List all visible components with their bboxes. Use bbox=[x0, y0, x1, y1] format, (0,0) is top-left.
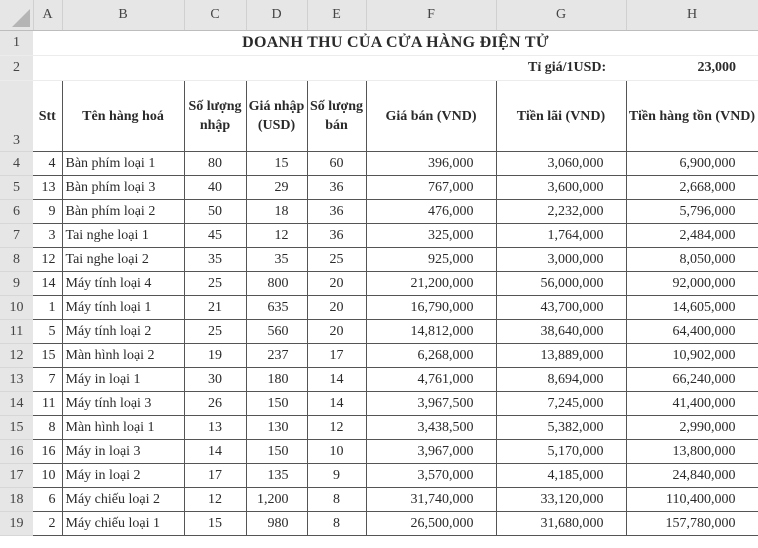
column-header-g[interactable]: G bbox=[496, 0, 626, 31]
column-header-f[interactable]: F bbox=[366, 0, 496, 31]
row-header[interactable]: 8 bbox=[0, 248, 33, 272]
cell-qty-sold[interactable]: 9 bbox=[307, 464, 366, 488]
table-row bbox=[0, 320, 758, 344]
cell-qty-sold[interactable]: 36 bbox=[307, 200, 366, 224]
cell-profit[interactable]: 56,000,000 bbox=[496, 272, 626, 296]
table-row bbox=[0, 344, 758, 368]
header-stock-value[interactable]: Tiền hàng tồn (VND) bbox=[626, 81, 758, 152]
table-row bbox=[0, 512, 758, 536]
cell-profit[interactable]: 3,000,000 bbox=[496, 248, 626, 272]
cell-price-in[interactable]: 130 bbox=[246, 416, 307, 440]
cell-sell-price[interactable]: 4,761,000 bbox=[366, 368, 496, 392]
header-stt[interactable]: Stt bbox=[33, 81, 62, 152]
cell-qty-in[interactable]: 35 bbox=[184, 248, 246, 272]
cell-qty-in[interactable]: 17 bbox=[184, 464, 246, 488]
cell-sell-price[interactable]: 21,200,000 bbox=[366, 272, 496, 296]
table-row bbox=[0, 416, 758, 440]
cell-product-name[interactable]: Máy tính loại 1 bbox=[62, 296, 184, 320]
table-row bbox=[0, 200, 758, 224]
row-header[interactable]: 7 bbox=[0, 224, 33, 248]
header-qty-in[interactable]: Số lượng nhập bbox=[184, 81, 246, 152]
cell-qty-sold[interactable]: 20 bbox=[307, 272, 366, 296]
cell-product-name[interactable]: Máy in loại 2 bbox=[62, 464, 184, 488]
cell-price-in[interactable]: 150 bbox=[246, 392, 307, 416]
cell-qty-sold[interactable]: 12 bbox=[307, 416, 366, 440]
cell-product-name[interactable]: Máy in loại 1 bbox=[62, 368, 184, 392]
cell-price-in[interactable]: 15 bbox=[246, 152, 307, 176]
cell-stock-value[interactable]: 66,240,000 bbox=[626, 368, 758, 392]
cell-product-name[interactable]: Máy in loại 3 bbox=[62, 440, 184, 464]
cell-sell-price[interactable]: 3,967,500 bbox=[366, 392, 496, 416]
cell-product-name[interactable]: Máy tính loại 4 bbox=[62, 272, 184, 296]
row-header[interactable]: 10 bbox=[0, 296, 33, 320]
cell-profit[interactable]: 3,060,000 bbox=[496, 152, 626, 176]
cell-sell-price[interactable]: 16,790,000 bbox=[366, 296, 496, 320]
cell-qty-sold[interactable]: 60 bbox=[307, 152, 366, 176]
cell-stt[interactable]: 11 bbox=[33, 392, 62, 416]
cell-price-in[interactable]: 1,200 bbox=[246, 488, 307, 512]
cell-stt[interactable]: 2 bbox=[33, 512, 62, 536]
header-qty-sold[interactable]: Số lượng bán bbox=[307, 81, 366, 152]
cell-price-in[interactable]: 29 bbox=[246, 176, 307, 200]
cell-product-name[interactable]: Bàn phím loại 2 bbox=[62, 200, 184, 224]
table-row bbox=[0, 440, 758, 464]
cell-sell-price[interactable]: 325,000 bbox=[366, 224, 496, 248]
cell-product-name[interactable]: Màn hình loại 2 bbox=[62, 344, 184, 368]
cell-qty-in[interactable]: 21 bbox=[184, 296, 246, 320]
cell-stock-value[interactable]: 8,050,000 bbox=[626, 248, 758, 272]
cell-profit[interactable]: 31,680,000 bbox=[496, 512, 626, 536]
cell-qty-sold[interactable]: 25 bbox=[307, 248, 366, 272]
cell-stock-value[interactable]: 5,796,000 bbox=[626, 200, 758, 224]
cell-stt[interactable]: 6 bbox=[33, 488, 62, 512]
row-3-table-header bbox=[0, 81, 758, 152]
cell-sell-price[interactable]: 925,000 bbox=[366, 248, 496, 272]
cell-stock-value[interactable]: 13,800,000 bbox=[626, 440, 758, 464]
cell-profit[interactable]: 43,700,000 bbox=[496, 296, 626, 320]
cell-profit[interactable]: 3,600,000 bbox=[496, 176, 626, 200]
row-header[interactable]: 3 bbox=[0, 81, 33, 152]
cell-stt[interactable]: 9 bbox=[33, 200, 62, 224]
table-row bbox=[0, 296, 758, 320]
cell-profit[interactable]: 2,232,000 bbox=[496, 200, 626, 224]
cell-stt[interactable]: 16 bbox=[33, 440, 62, 464]
cell-qty-sold[interactable]: 14 bbox=[307, 368, 366, 392]
cell-profit[interactable]: 1,764,000 bbox=[496, 224, 626, 248]
table-row bbox=[0, 392, 758, 416]
row-header[interactable]: 1 bbox=[0, 31, 33, 56]
cell-profit[interactable]: 38,640,000 bbox=[496, 320, 626, 344]
row-header[interactable]: 17 bbox=[0, 464, 33, 488]
cell-stock-value[interactable]: 10,902,000 bbox=[626, 344, 758, 368]
cell-qty-in[interactable]: 40 bbox=[184, 176, 246, 200]
cell-price-in[interactable]: 135 bbox=[246, 464, 307, 488]
cell-qty-sold[interactable]: 10 bbox=[307, 440, 366, 464]
row-header[interactable]: 12 bbox=[0, 344, 33, 368]
cell-qty-in[interactable]: 26 bbox=[184, 392, 246, 416]
cell-profit[interactable]: 13,889,000 bbox=[496, 344, 626, 368]
cell-sell-price[interactable]: 767,000 bbox=[366, 176, 496, 200]
cell-product-name[interactable]: Màn hình loại 1 bbox=[62, 416, 184, 440]
table-row bbox=[0, 152, 758, 176]
cell-stt[interactable]: 1 bbox=[33, 296, 62, 320]
cell-sell-price[interactable]: 3,438,500 bbox=[366, 416, 496, 440]
row-header[interactable]: 11 bbox=[0, 320, 33, 344]
cell-stt[interactable]: 13 bbox=[33, 176, 62, 200]
empty-cell[interactable] bbox=[33, 56, 496, 81]
cell-profit[interactable]: 8,694,000 bbox=[496, 368, 626, 392]
cell-qty-sold[interactable]: 17 bbox=[307, 344, 366, 368]
cell-sell-price[interactable]: 3,570,000 bbox=[366, 464, 496, 488]
row-header[interactable]: 2 bbox=[0, 56, 33, 81]
cell-stock-value[interactable]: 2,484,000 bbox=[626, 224, 758, 248]
cell-stock-value[interactable]: 41,400,000 bbox=[626, 392, 758, 416]
exchange-rate-value-cell[interactable]: 23,000 bbox=[626, 56, 758, 81]
cell-profit[interactable]: 4,185,000 bbox=[496, 464, 626, 488]
table-row bbox=[0, 248, 758, 272]
cell-stt[interactable]: 7 bbox=[33, 368, 62, 392]
cell-qty-in[interactable]: 13 bbox=[184, 416, 246, 440]
cell-profit[interactable]: 5,382,000 bbox=[496, 416, 626, 440]
column-header-row bbox=[0, 0, 758, 31]
cell-sell-price[interactable]: 26,500,000 bbox=[366, 512, 496, 536]
cell-sell-price[interactable]: 476,000 bbox=[366, 200, 496, 224]
cell-price-in[interactable]: 237 bbox=[246, 344, 307, 368]
cell-product-name[interactable]: Bàn phím loại 1 bbox=[62, 152, 184, 176]
cell-qty-in[interactable]: 19 bbox=[184, 344, 246, 368]
table-row bbox=[0, 272, 758, 296]
cell-price-in[interactable]: 800 bbox=[246, 272, 307, 296]
cell-product-name[interactable]: Tai nghe loại 1 bbox=[62, 224, 184, 248]
cell-stt[interactable]: 14 bbox=[33, 272, 62, 296]
cell-stock-value[interactable]: 110,400,000 bbox=[626, 488, 758, 512]
cell-stt[interactable]: 12 bbox=[33, 248, 62, 272]
row-header[interactable]: 6 bbox=[0, 200, 33, 224]
row-2 bbox=[0, 56, 758, 81]
cell-qty-sold[interactable]: 20 bbox=[307, 320, 366, 344]
row-header[interactable]: 4 bbox=[0, 152, 33, 176]
cell-qty-in[interactable]: 12 bbox=[184, 488, 246, 512]
cell-stock-value[interactable]: 14,605,000 bbox=[626, 296, 758, 320]
cell-stock-value[interactable]: 2,990,000 bbox=[626, 416, 758, 440]
cell-profit[interactable]: 7,245,000 bbox=[496, 392, 626, 416]
cell-price-in[interactable]: 35 bbox=[246, 248, 307, 272]
cell-qty-in[interactable]: 25 bbox=[184, 272, 246, 296]
column-header-h[interactable]: H bbox=[626, 0, 758, 31]
cell-qty-sold[interactable]: 36 bbox=[307, 176, 366, 200]
cell-qty-sold[interactable]: 14 bbox=[307, 392, 366, 416]
table-row bbox=[0, 368, 758, 392]
row-header[interactable]: 5 bbox=[0, 176, 33, 200]
cell-stock-value[interactable]: 24,840,000 bbox=[626, 464, 758, 488]
cell-stt[interactable]: 8 bbox=[33, 416, 62, 440]
header-product-name[interactable]: Tên hàng hoá bbox=[62, 81, 184, 152]
cell-qty-in[interactable]: 45 bbox=[184, 224, 246, 248]
row-header[interactable]: 13 bbox=[0, 368, 33, 392]
cell-qty-sold[interactable]: 36 bbox=[307, 224, 366, 248]
cell-qty-sold[interactable]: 8 bbox=[307, 512, 366, 536]
cell-qty-in[interactable]: 25 bbox=[184, 320, 246, 344]
cell-product-name[interactable]: Máy chiếu loại 2 bbox=[62, 488, 184, 512]
row-header[interactable]: 9 bbox=[0, 272, 33, 296]
column-header-c[interactable]: C bbox=[184, 0, 246, 31]
column-header-d[interactable]: D bbox=[246, 0, 307, 31]
cell-product-name[interactable]: Máy chiếu loại 1 bbox=[62, 512, 184, 536]
cell-price-in[interactable]: 635 bbox=[246, 296, 307, 320]
cell-stock-value[interactable]: 157,780,000 bbox=[626, 512, 758, 536]
row-header[interactable]: 19 bbox=[0, 512, 33, 536]
cell-qty-in[interactable]: 30 bbox=[184, 368, 246, 392]
column-header-a[interactable]: A bbox=[33, 0, 62, 31]
column-header-b[interactable]: B bbox=[62, 0, 184, 31]
cell-product-name[interactable]: Máy tính loại 3 bbox=[62, 392, 184, 416]
cell-stock-value[interactable]: 64,400,000 bbox=[626, 320, 758, 344]
cell-profit[interactable]: 5,170,000 bbox=[496, 440, 626, 464]
row-header[interactable]: 15 bbox=[0, 416, 33, 440]
cell-qty-sold[interactable]: 20 bbox=[307, 296, 366, 320]
cell-profit[interactable]: 33,120,000 bbox=[496, 488, 626, 512]
table-row bbox=[0, 488, 758, 512]
cell-qty-in[interactable]: 80 bbox=[184, 152, 246, 176]
select-all-button[interactable] bbox=[0, 0, 33, 31]
table-row bbox=[0, 224, 758, 248]
cell-stock-value[interactable]: 2,668,000 bbox=[626, 176, 758, 200]
cell-stock-value[interactable]: 6,900,000 bbox=[626, 152, 758, 176]
cell-qty-in[interactable]: 15 bbox=[184, 512, 246, 536]
header-price-in[interactable]: Giá nhập (USD) bbox=[246, 81, 307, 152]
sheet-title-cell[interactable]: DOANH THU CỦA CỬA HÀNG ĐIỆN TỬ bbox=[33, 31, 758, 56]
cell-stt[interactable]: 3 bbox=[33, 224, 62, 248]
cell-stock-value[interactable]: 92,000,000 bbox=[626, 272, 758, 296]
table-row bbox=[0, 464, 758, 488]
cell-sell-price[interactable]: 14,812,000 bbox=[366, 320, 496, 344]
exchange-rate-label-cell[interactable]: Tỉ giá/1USD: bbox=[496, 56, 626, 81]
cell-stt[interactable]: 10 bbox=[33, 464, 62, 488]
header-sell-price[interactable]: Giá bán (VND) bbox=[366, 81, 496, 152]
cell-sell-price[interactable]: 6,268,000 bbox=[366, 344, 496, 368]
cell-price-in[interactable]: 180 bbox=[246, 368, 307, 392]
cell-price-in[interactable]: 12 bbox=[246, 224, 307, 248]
row-1 bbox=[0, 31, 758, 56]
select-all-triangle-icon bbox=[12, 9, 30, 27]
cell-product-name[interactable]: Tai nghe loại 2 bbox=[62, 248, 184, 272]
header-profit[interactable]: Tiền lãi (VND) bbox=[496, 81, 626, 152]
cell-product-name[interactable]: Máy tính loại 2 bbox=[62, 320, 184, 344]
cell-qty-in[interactable]: 14 bbox=[184, 440, 246, 464]
cell-price-in[interactable]: 150 bbox=[246, 440, 307, 464]
cell-sell-price[interactable]: 396,000 bbox=[366, 152, 496, 176]
cell-product-name[interactable]: Bàn phím loại 3 bbox=[62, 176, 184, 200]
cell-qty-sold[interactable]: 8 bbox=[307, 488, 366, 512]
row-header[interactable]: 18 bbox=[0, 488, 33, 512]
cell-stt[interactable]: 15 bbox=[33, 344, 62, 368]
cell-sell-price[interactable]: 3,967,000 bbox=[366, 440, 496, 464]
cell-price-in[interactable]: 560 bbox=[246, 320, 307, 344]
table-row bbox=[0, 176, 758, 200]
cell-stt[interactable]: 4 bbox=[33, 152, 62, 176]
cell-price-in[interactable]: 980 bbox=[246, 512, 307, 536]
cell-qty-in[interactable]: 50 bbox=[184, 200, 246, 224]
cell-sell-price[interactable]: 31,740,000 bbox=[366, 488, 496, 512]
row-header[interactable]: 14 bbox=[0, 392, 33, 416]
data-rows bbox=[0, 152, 758, 536]
cell-stt[interactable]: 5 bbox=[33, 320, 62, 344]
column-header-e[interactable]: E bbox=[307, 0, 366, 31]
cell-price-in[interactable]: 18 bbox=[246, 200, 307, 224]
row-header[interactable]: 16 bbox=[0, 440, 33, 464]
